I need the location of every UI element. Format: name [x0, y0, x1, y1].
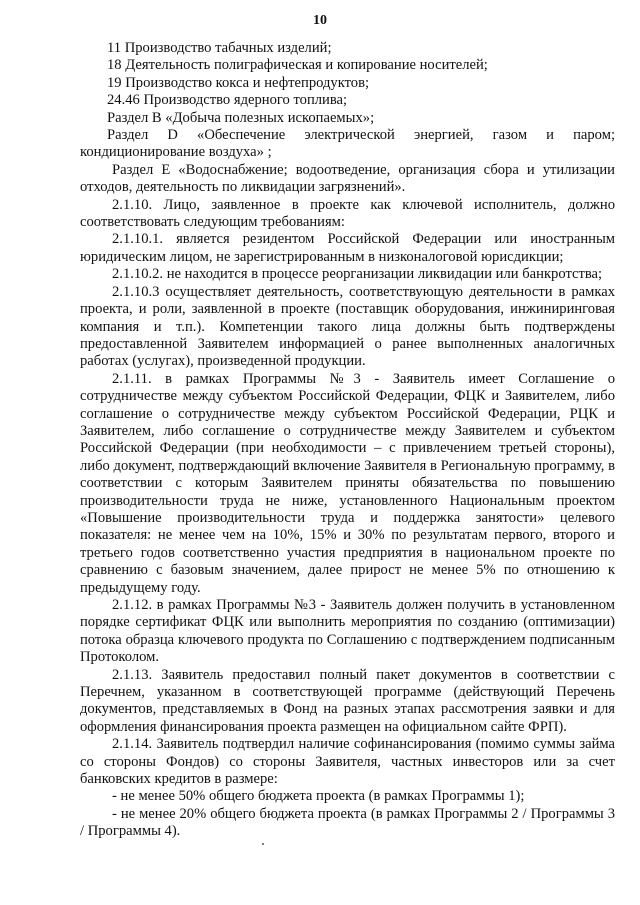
- scan-speck: [262, 843, 264, 845]
- page-number: 10: [313, 13, 327, 28]
- clause-2-1-13: 2.1.13. Заявитель предоставил полный пакет документов в соответствии с Перечнем, указанном в соответствующей программе (действующий Перечень документов, представляемых в Фонд на разных этапах рассмотрения заявки и для оформления финансирования проекта размещен на официальном сайте ФРП).: [80, 666, 615, 735]
- okved-item-24-46: 24.46 Производство ядерного топлива;: [107, 92, 348, 109]
- list-item-program-1: - не менее 50% общего бюджета проекта (в рамках Программы 1);: [112, 788, 525, 805]
- document-body: [80, 40, 615, 841]
- section-d: Раздел D «Обеспечение электрической энергией, газом и паром; кондиционирование воздуха» ;: [80, 127, 615, 161]
- section-e: Раздел E «Водоснабжение; водоотведение, организация сбора и утилизации отходов, деятельность по ликвидации загрязнений».: [80, 161, 615, 196]
- clause-2-1-10-1: 2.1.10.1. является резидентом Российской Федерации или иностранным юридическим лицом, не зарегистрированным в низконалоговой юрисдикции;: [80, 231, 615, 265]
- clause-2-1-12: 2.1.12. в рамках Программы №3 - Заявитель должен получить в установленном порядке сертификат ФЦК или выполнить мероприятия по созданию (оптимизации) потока образца ключевого продукта по Соглашению с подтверждением подписанным Протоколом.: [80, 597, 615, 666]
- section-b: Раздел B «Добыча полезных ископаемых»;: [107, 109, 375, 126]
- clause-2-1-10-2: 2.1.10.2. не находится в процессе реорганизации ликвидации или банкротства;: [112, 266, 603, 283]
- okved-item-18: 18 Деятельность полиграфическая и копирование носителей;: [107, 57, 488, 74]
- okved-item-19: 19 Производство кокса и нефтепродуктов;: [107, 74, 370, 91]
- clause-2-1-10: 2.1.10. Лицо, заявленное в проекте как ключевой исполнитель, должно соответствовать следующим требованиям:: [80, 196, 615, 231]
- okved-item-11: 11 Производство табачных изделий;: [107, 40, 332, 56]
- clause-2-1-14: 2.1.14. Заявитель подтвердил наличие софинансирования (помимо суммы займа со стороны Фондов) со стороны Заявителя, частных инвесторов или за счет банковских кредитов в размере:: [80, 736, 615, 788]
- list-item-programs-2-3-4: - не менее 20% общего бюджета проекта (в рамках Программы 2 / Программы 3 / Программы 4).: [80, 805, 615, 840]
- clause-2-1-11: 2.1.11. в рамках Программы №3 - Заявитель имеет Соглашение о сотрудничестве между субъектом Российской Федерации, ФЦК и Заявителем, либо соглашение о сотрудничестве между субъектом Российской Федерации, РЦК и Заявителем, либо соглашение о сотрудничестве между Заявителем и субъектом Российской Федерации (при необходимости – с привлечением третьей стороны), либо документ, подтверждающий включение Заявителя в Региональную программу, в соответствии с которым Заявителем приняты обязательства по повышению производительности труда не ниже, установленного Национальным проектом «Повышение производительности труда и поддержка занятости» целевого показателя: не менее чем на 10%, 15% и 30% по результатам первого, второго и третьего годов соответственно участия предприятия в национальном проекте по сравнению с базовым значением, далее прирост не менее 5% по отношению к предыдущему году.: [80, 370, 615, 596]
- clause-2-1-10-3: 2.1.10.3 осуществляет деятельность, соответствующую деятельности в рамках проекта, и роли, заявленной в проекте (поставщик оборудования, инжиниринговая компания и т.п.). Компетенции такого лица должны быть подтверждены предоставленной Заявителем информацией о ранее выполненных аналогичных работах (услугах), произведенной продукции.: [80, 283, 615, 370]
